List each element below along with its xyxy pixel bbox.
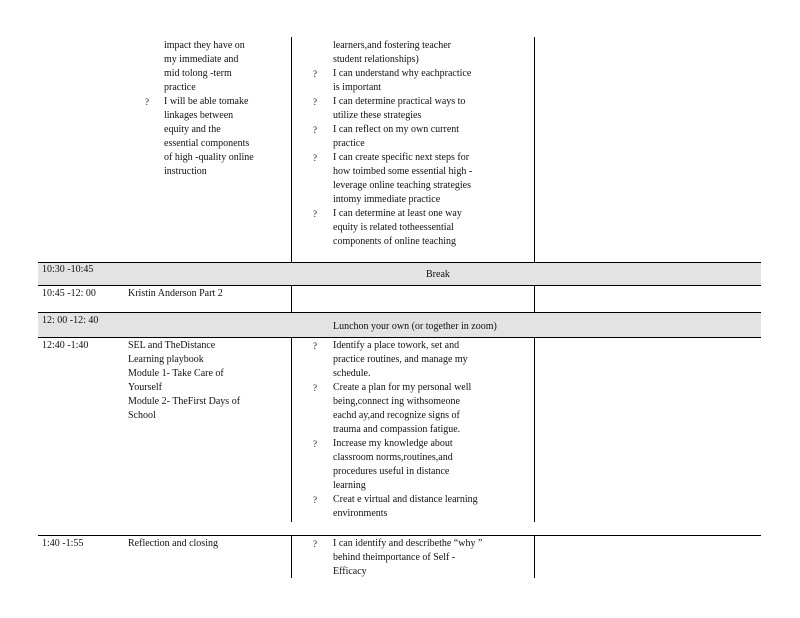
column-divider [291, 37, 292, 262]
reflection-session: Reflection and closing [128, 538, 218, 549]
bullet-glyph: ? [313, 495, 317, 505]
text-line: Increase my knowledge about [333, 438, 453, 449]
text-line: learning [333, 480, 366, 491]
text-line: School [128, 410, 156, 421]
text-line: equity is related totheessential [333, 222, 454, 233]
text-line: practice [164, 82, 196, 93]
bullet-item [313, 437, 478, 493]
text-line: intomy immediate practice [333, 194, 441, 205]
text-line: environments [333, 508, 388, 519]
bullet-item [313, 95, 472, 123]
text-line: student relationships) [333, 54, 419, 65]
break-row [38, 262, 761, 286]
outcomes-cell-top [313, 39, 473, 249]
text-line: essential components [164, 138, 250, 149]
sel-session [128, 339, 240, 423]
bullet-glyph: ? [313, 97, 317, 107]
text-line: Yourself [128, 382, 162, 393]
break-time: 10:30 -10:45 [42, 264, 94, 275]
text-line: Efficacy [333, 566, 367, 577]
text-line: how toimbed some essential high - [333, 166, 473, 177]
reflection-time: 1:40 -1:55 [42, 538, 84, 549]
bullet-item [313, 493, 478, 521]
text-line: practice routines, and manage my [333, 354, 468, 365]
text-line: Identify a place towork, set and [333, 340, 460, 351]
sel-outcomes [313, 339, 478, 521]
column-divider [534, 337, 535, 522]
text-line: utilize these strategies [333, 110, 422, 121]
text-line: Module 1- Take Care of [128, 368, 224, 379]
text-line: I can identify and describethe “why ” [333, 538, 483, 549]
lunch-time: 12: 00 -12: 40 [42, 315, 99, 326]
text-line: eachd ay,and recognize signs of [333, 410, 460, 421]
text-line: is important [333, 82, 382, 93]
column-divider [534, 285, 535, 312]
text-line: procedures useful in distance [333, 466, 450, 477]
text-line: I can determine at least one way [333, 208, 462, 219]
text-line: my immediate and [164, 54, 239, 65]
text-line: equity and the [164, 124, 221, 135]
bullet-glyph: ? [313, 209, 317, 219]
text-line: I can determine practical ways to [333, 96, 466, 107]
text-line: I will be able tomake [164, 96, 249, 107]
kristin-session: Kristin Anderson Part 2 [128, 288, 223, 299]
sel-time: 12:40 -1:40 [42, 340, 89, 351]
bullet-item [313, 537, 483, 579]
column-divider [534, 535, 535, 578]
objectives-cell-top [145, 39, 254, 179]
bullet-item [145, 95, 254, 179]
bullet-glyph: ? [313, 125, 317, 135]
bullet-glyph: ? [313, 341, 317, 351]
bullet-item [313, 151, 473, 207]
text-line: I can reflect on my own current [333, 124, 460, 135]
text-line: Creat e virtual and distance learning [333, 494, 478, 505]
reflection-outcomes [313, 537, 483, 579]
text-line: schedule. [333, 368, 371, 379]
bullet-glyph: ? [145, 97, 149, 107]
text-line: SEL and TheDistance [128, 340, 216, 351]
bullet-item [313, 207, 472, 249]
text-line: impact they have on [164, 40, 245, 51]
text-line: trauma and compassion fatigue. [333, 424, 461, 435]
bullet-glyph: ? [313, 153, 317, 163]
bullet-item [313, 381, 478, 437]
lunch-label: Lunchon your own (or together in zoom) [333, 321, 497, 332]
kristin-time: 10:45 -12: 00 [42, 288, 96, 299]
column-divider [291, 535, 292, 578]
row-divider [38, 535, 761, 536]
column-divider [291, 337, 292, 522]
text-line: Learning playbook [128, 354, 204, 365]
text-line: being,connect ing withsomeone [333, 396, 460, 407]
text-line: leverage online teaching strategies [333, 180, 471, 191]
break-label: Break [426, 269, 450, 280]
text-line: I can understand why eachpractice [333, 68, 472, 79]
text-line: behind theimportance of Self - [333, 552, 456, 563]
text-line: Module 2- TheFirst Days of [128, 396, 241, 407]
bullet-item [313, 67, 472, 95]
column-divider [534, 37, 535, 262]
column-divider [291, 285, 292, 312]
text-line: I can create specific next steps for [333, 152, 470, 163]
text-line: Create a plan for my personal well [333, 382, 472, 393]
text-line: mid tolong -term [164, 68, 232, 79]
bullet-item [313, 123, 472, 151]
text-line: learners,and fostering teacher [333, 40, 451, 51]
text-line: components of online teaching [333, 236, 457, 247]
text-line: linkages between [164, 110, 234, 121]
bullet-item [313, 339, 478, 381]
bullet-glyph: ? [313, 539, 317, 549]
text-line: of high -quality online [164, 152, 254, 163]
bullet-glyph: ? [313, 383, 317, 393]
bullet-glyph: ? [313, 69, 317, 79]
bullet-glyph: ? [313, 439, 317, 449]
text-line: instruction [164, 166, 207, 177]
text-line: practice [333, 138, 365, 149]
text-line: classroom norms,routines,and [333, 452, 453, 463]
